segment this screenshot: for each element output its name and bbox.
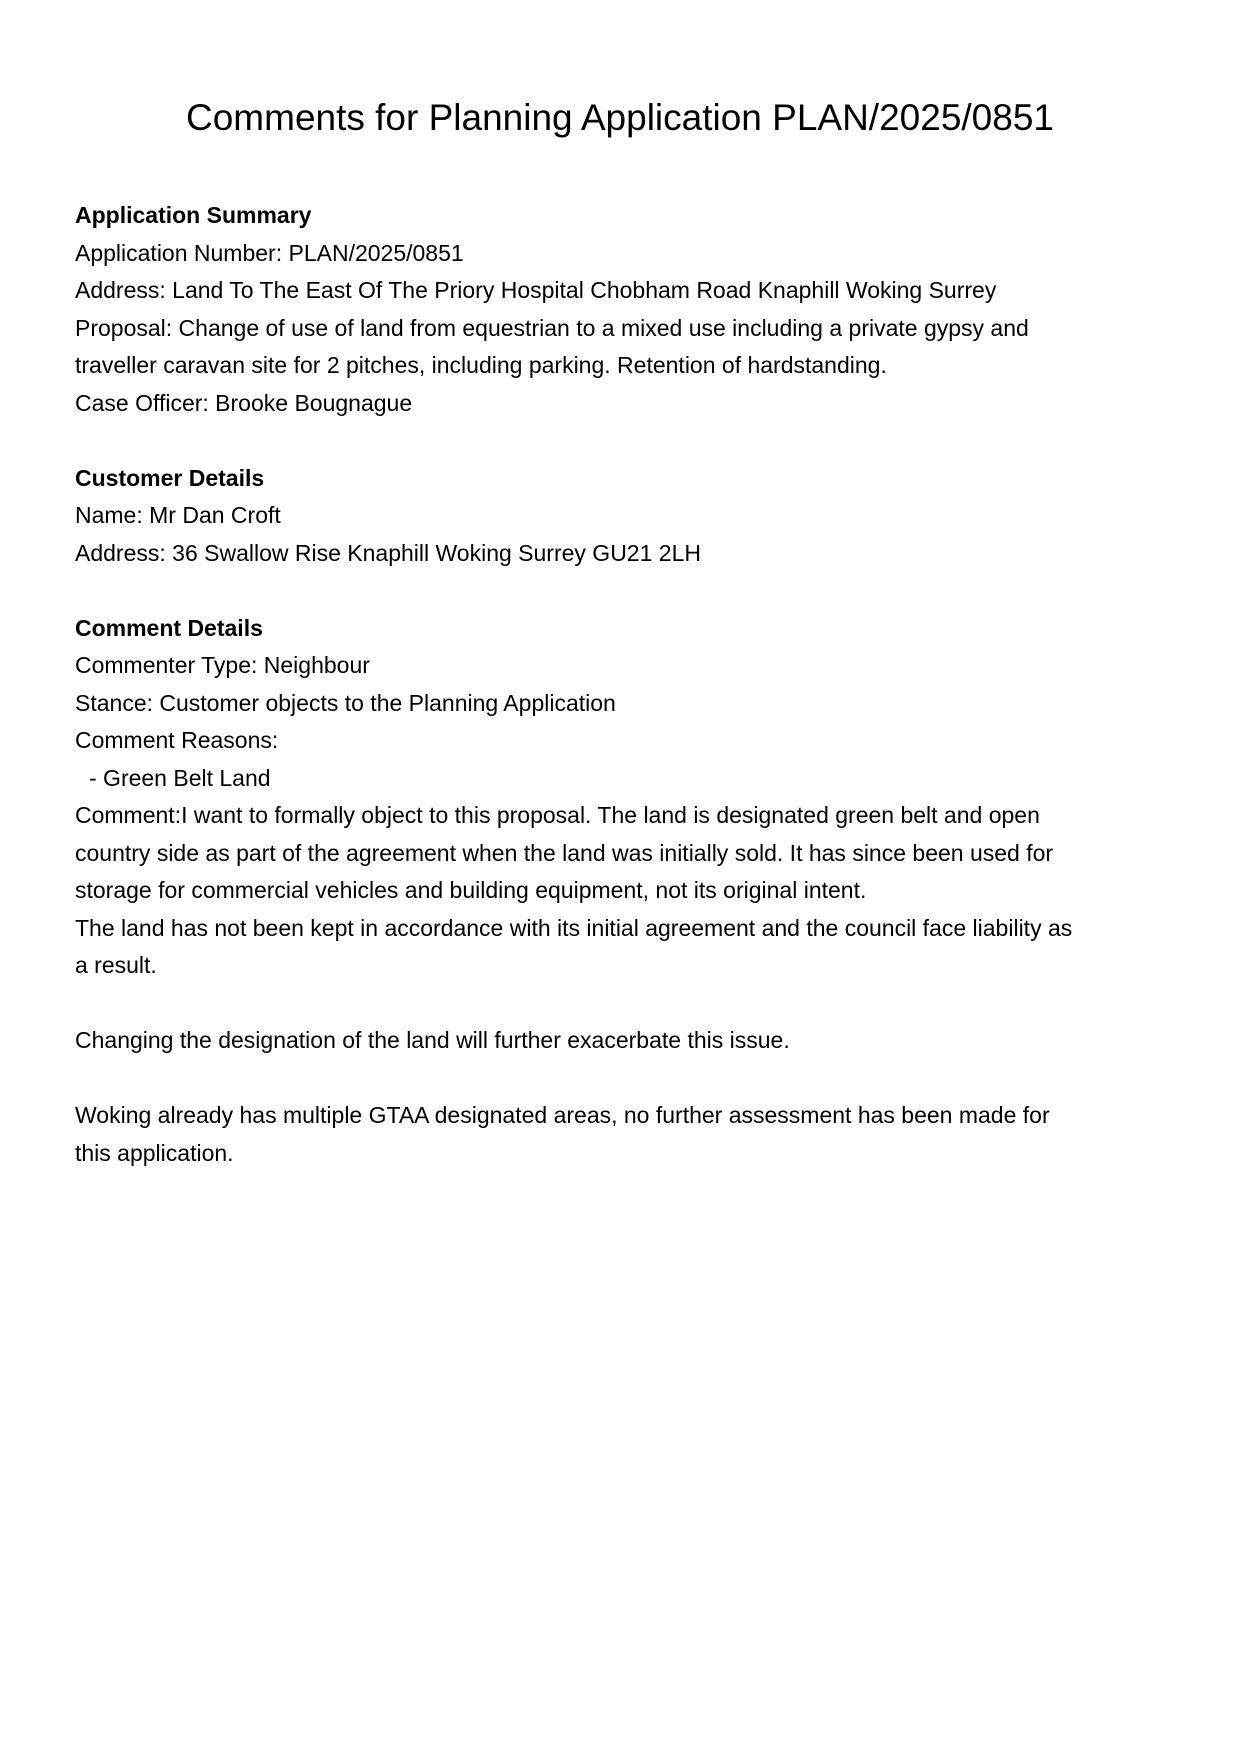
stance: Stance: Customer objects to the Planning Application (75, 689, 616, 716)
comment-paragraph-3-line-1: Woking already has multiple GTAA designated areas, no further assessment has been made for (75, 1102, 1050, 1128)
comment-line-1: Comment:I want to formally object to this proposal. The land is designated green belt and open (75, 802, 1040, 828)
comment-line-4: The land has not been kept in accordance with its initial agreement and the council face liability as (75, 914, 1073, 941)
customer-details-heading: Customer Details (75, 464, 265, 491)
customer-name: Name: Mr Dan Croft (75, 502, 281, 528)
comment-line-5: a result. (75, 952, 157, 978)
customer-address: Address: 36 Swallow Rise Knaphill Woking Surrey GU21 2LH (75, 539, 701, 566)
case-officer: Case Officer: Brooke Bougnague (75, 389, 413, 416)
proposal-line-1: Proposal: Change of use of land from equestrian to a mixed use including a private gypsy and (75, 314, 1029, 341)
proposal-line-2: traveller caravan site for 2 pitches, including parking. Retention of hardstanding. (75, 352, 887, 378)
comment-reason-item: - Green Belt Land (89, 764, 271, 791)
application-address: Address: Land To The East Of The Priory Hospital Chobham Road Knaphill Woking Surrey (75, 277, 997, 303)
comment-reasons-label: Comment Reasons: (75, 727, 279, 753)
customer-details-section (75, 460, 1175, 573)
application-summary-section (75, 197, 1175, 422)
page-title: Comments for Planning Application PLAN/2025/0851 (186, 97, 1054, 138)
comment-line-2: country side as part of the agreement when the land was initially sold. It has since been used for (75, 839, 1054, 866)
comment-details-heading: Comment Details (75, 614, 263, 641)
comment-paragraph-2: Changing the designation of the land will further exacerbate this issue. (75, 1027, 790, 1053)
application-summary-heading: Application Summary (75, 202, 312, 228)
comment-details-section (75, 610, 1175, 1173)
comment-paragraph-3-line-2: this application. (75, 1139, 234, 1166)
comment-line-3: storage for commercial vehicles and building equipment, not its original intent. (75, 877, 867, 903)
commenter-type: Commenter Type: Neighbour (75, 652, 370, 678)
document-body (75, 197, 1175, 1210)
application-number: Application Number: PLAN/2025/0851 (75, 239, 464, 266)
